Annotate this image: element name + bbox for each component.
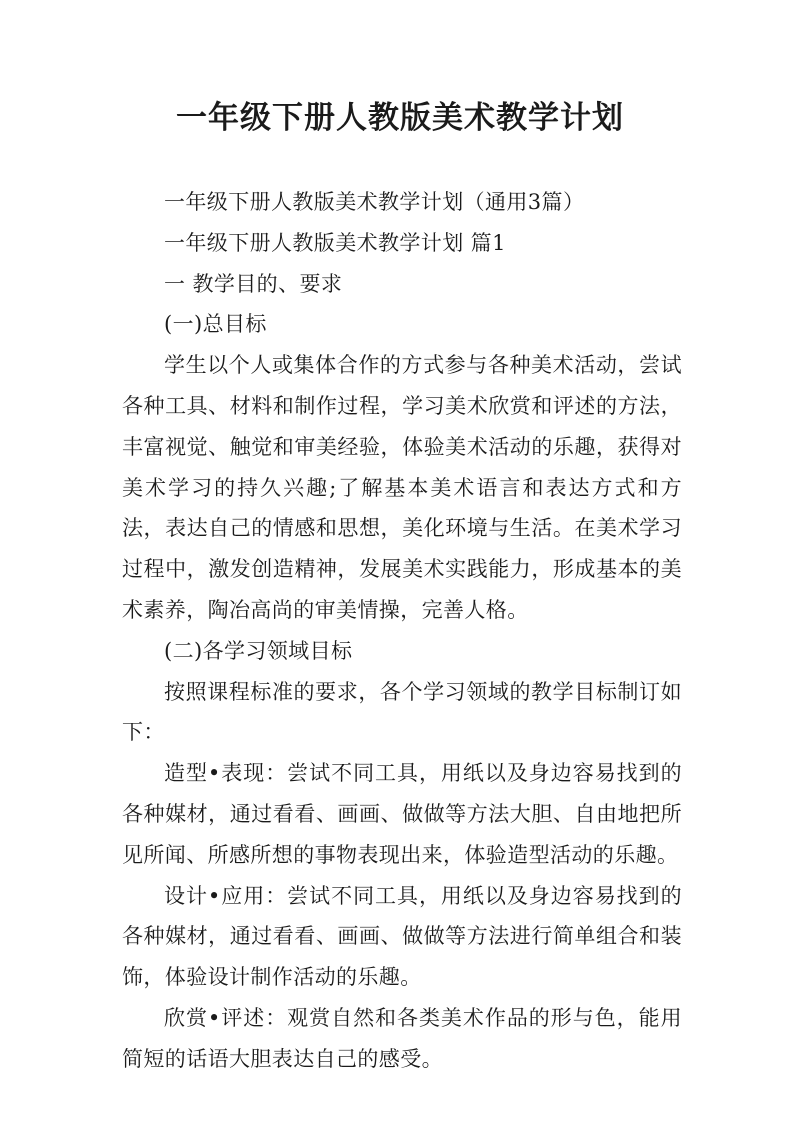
document-title: 一年级下册人教版美术教学计划 (176, 100, 624, 136)
paragraph-heading-overall-goal: (一)总目标 (164, 312, 267, 337)
paragraph-overall-goal-text: 学生以个人或集体合作的方式参与各种美术活动，尝试各种工具、材料和制作过程，学习美术欣赏和评述的方法，丰富视觉、触觉和审美经验，体验美术活动的乐趣，获得对美术学习的持久兴趣;了解基本美术语言和表达方式和方法，表达自己的情感和思想，美化环境与生活。在美术学习过程中，激发创造精神，发展美术实践能力，形成基本的美术素养，陶冶高尚的审美情操，完善人格。 (122, 353, 682, 622)
paragraph-section-heading: 一年级下册人教版美术教学计划 篇1 (164, 230, 506, 255)
paragraph-design-application: 设计•应用：尝试不同工具，用纸以及身边容易找到的各种媒材，通过看看、画画、做做等方法进行简单组合和装饰，体验设计制作活动的乐趣。 (122, 883, 682, 990)
paragraph-appreciation-review: 欣赏•评述：观赏自然和各类美术作品的形与色，能用简短的话语大胆表达自己的感受。 (122, 1005, 682, 1071)
paragraph-heading-goals: 一 教学目的、要求 (164, 271, 343, 296)
document-body (122, 182, 682, 1080)
paragraph-domain-intro: 按照课程标准的要求，各个学习领域的教学目标制订如下： (122, 679, 682, 745)
paragraph-modeling-expression: 造型•表现：尝试不同工具，用纸以及身边容易找到的各种媒材，通过看看、画画、做做等方法大胆、自由地把所见所闻、所感所想的事物表现出来，体验造型活动的乐趣。 (122, 761, 682, 867)
paragraph-heading-domain-goals: (二)各学习领域目标 (164, 638, 353, 663)
paragraph-subtitle: 一年级下册人教版美术教学计划（通用3篇） (164, 190, 585, 214)
